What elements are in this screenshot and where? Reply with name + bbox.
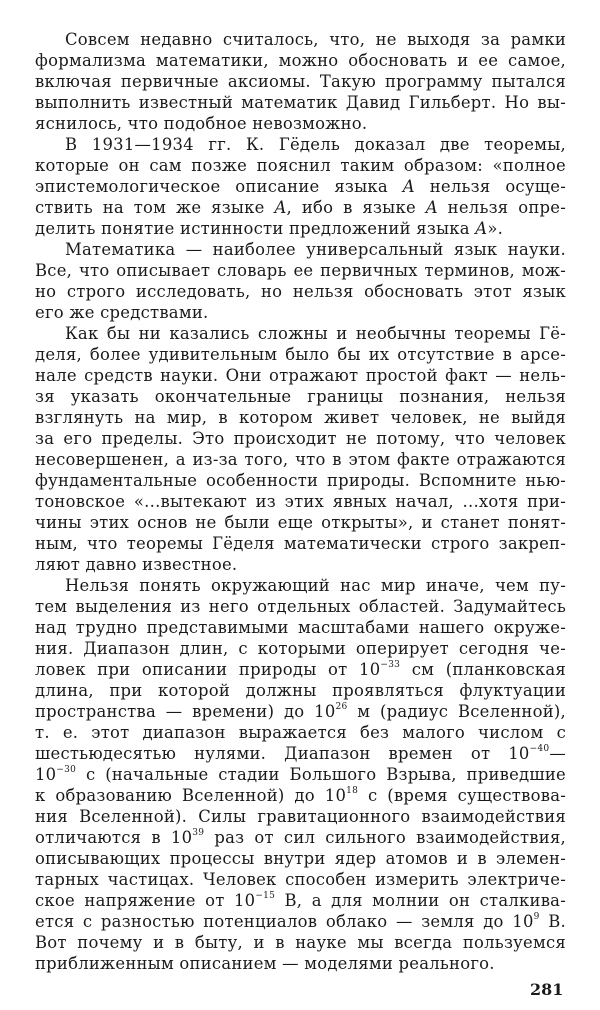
text-line: Вот почему и в быту, и в науке мы всегда пользуемся — [35, 933, 566, 952]
text-line: ния. Диапазон длин, с которыми оперирует сегодня че- — [35, 639, 566, 658]
text-line: формализма математики, можно обосновать и ее самое, — [35, 51, 566, 70]
text-line: к образованию Вселенной) до $10^{18}$ с (время существова- — [35, 785, 566, 805]
text-line: ляют давно известное. — [35, 555, 238, 574]
text-line: над трудно представимыми масштабами нашего окруже- — [35, 618, 566, 637]
text-line: которые он сам позже пояснил таким образом: «полное — [35, 156, 566, 175]
text-line: тем выделения из него отдельных областей. Задумайтесь — [35, 597, 566, 616]
paragraph — [35, 29, 566, 134]
paragraph — [35, 134, 566, 239]
book-page-body — [35, 29, 566, 974]
text-line: несовершенен, а из-за того, что в этом факте отражаются — [35, 450, 566, 469]
text-line: взглянуть на мир, в котором живет человек, не выйдя — [35, 408, 566, 427]
text-line: ния Вселенной). Силы гравитационного взаимодействия — [35, 807, 566, 826]
text-line: но строго исследовать, но нельзя обосновать этот язык — [35, 282, 566, 301]
paragraph — [35, 575, 566, 974]
text-line: нале средств науки. Они отражают простой факт — нель- — [35, 366, 566, 385]
text-line: Нельзя понять окружающий нас мир иначе, чем пу- — [65, 576, 566, 595]
text-line: тарных частицах. Человек способен измерить электриче- — [35, 870, 566, 889]
text-line: пространства — времени) до $10^{26}$ м (радиус Вселенной), — [35, 701, 566, 721]
text-line: тоновское «...вытекают из этих явных начал, ...хотя при- — [35, 492, 566, 511]
text-line: $10^{-30}$ с (начальные стадии Большого Взрыва, приведшие — [35, 764, 566, 784]
text-line: эпистемологическое описание языка A нельзя осуще- — [35, 177, 566, 196]
text-line: Математика — наиболее универсальный язык науки. — [65, 240, 566, 259]
text-line: чины этих основ не были еще открыты», и станет понят- — [35, 513, 566, 532]
text-line: ловек при описании природы от $10^{-33}$ см (планковская — [35, 659, 567, 679]
text-line: приближенным описанием — моделями реального. — [35, 954, 495, 973]
paragraph — [35, 239, 566, 323]
text-line: Все, что описывает словарь ее первичных терминов, мож- — [35, 261, 566, 280]
text-line: делить понятие истинности предложений языка A». — [35, 219, 504, 238]
text-line: ным, что теоремы Гёделя математически строго закреп- — [35, 534, 566, 553]
text-line: В 1931—1934 гг. К. Гёдель доказал две теоремы, — [65, 135, 566, 154]
page-number: 281 — [530, 980, 564, 999]
text-line: зя указать окончательные границы познания, нельзя — [35, 387, 566, 406]
text-line: ское напряжение от $10^{-15}$ В, а для молнии он сталкива- — [35, 890, 566, 910]
text-line: выполнить известный математик Давид Гильберт. Но вы- — [35, 93, 566, 112]
paragraph — [35, 323, 566, 575]
text-line: Совсем недавно считалось, что, не выходя за рамки — [65, 30, 566, 49]
text-line: шестьюдесятью нулями. Диапазон времен от $10^{-40}—$ — [35, 743, 566, 763]
text-line: описывающих процессы внутри ядер атомов и в элемен- — [35, 849, 566, 868]
text-line: т. е. этот диапазон выражается без малого числом с — [35, 723, 566, 742]
text-line: отличаются в $10^{39}$ раз от сил сильного взаимодействия, — [35, 827, 566, 847]
text-line: Как бы ни казались сложны и необычны теоремы Гё- — [65, 324, 566, 343]
text-line: деля, более удивительным было бы их отсутствие в арсе- — [35, 345, 566, 364]
text-line: включая первичные аксиомы. Такую программу пытался — [35, 72, 566, 91]
text-line: яснилось, что подобное невозможно. — [35, 114, 368, 133]
text-line: длина, при которой должны проявляться флуктуации — [35, 681, 566, 700]
text-line: ется с разностью потенциалов облако — земля до $10^9$ В. — [35, 911, 566, 931]
text-line: за его пределы. Это происходит не потому, что человек — [35, 429, 566, 448]
text-line: ствить на том же языке A, ибо в языке A нельзя опре- — [35, 198, 566, 217]
text-line: фундаментальные особенности природы. Вспомните нью- — [35, 471, 566, 490]
text-line: его же средствами. — [35, 303, 209, 322]
